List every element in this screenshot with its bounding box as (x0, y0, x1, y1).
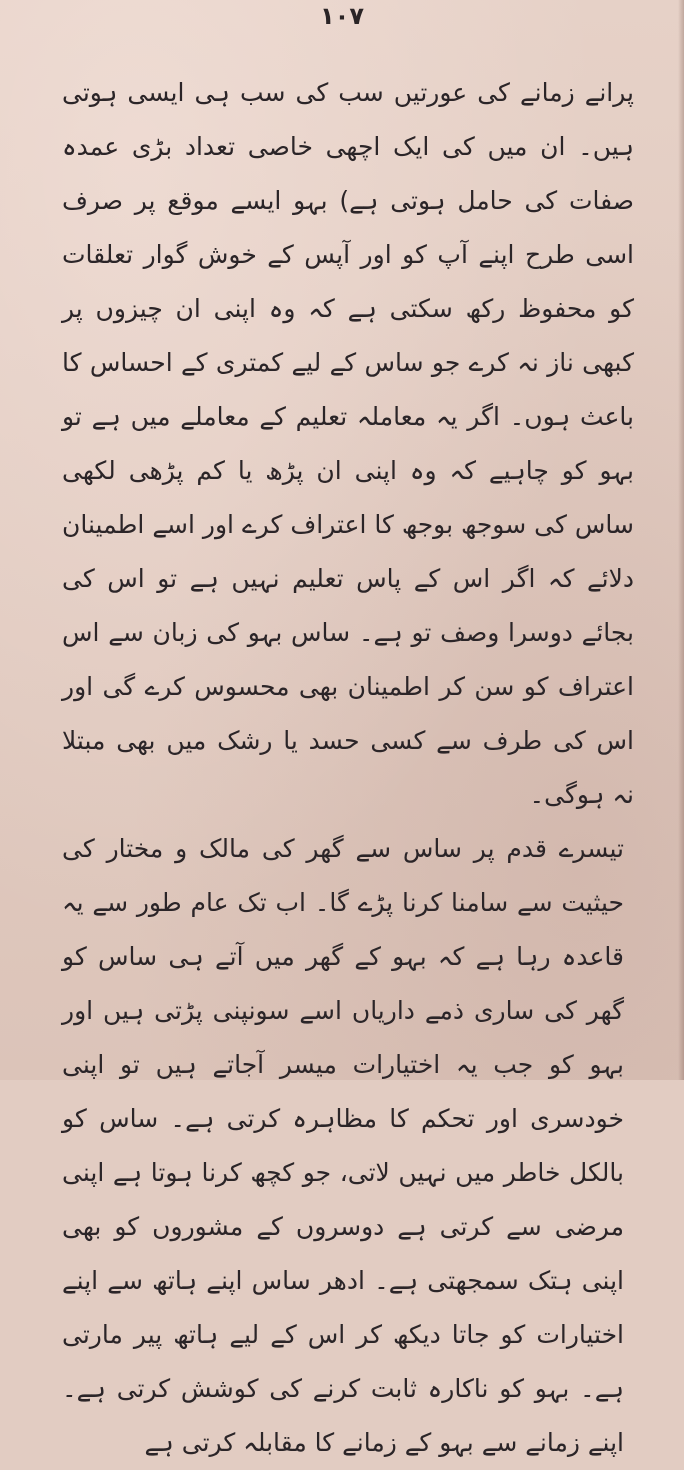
body-text (62, 66, 634, 1470)
paragraph-1: پرانے زمانے کی عورتیں سب کی سب ہی ایسی ہوتی ہیں۔ ان میں کی ایک اچھی خاصی تعداد بڑی عمدہ صفات کی حامل ہوتی ہے) بہو ایسے موقع پر صرف اسی طرح اپنے آپ کو اور آپس کے خوش گوار تعلقات کو محفوظ رکھ سکتی ہے کہ وہ اپنی ان چیزوں پر کبھی ناز نہ کرے جو ساس کے لیے کمتری کے احساس کا باعث ہوں۔ اگر یہ معاملہ تعلیم کے معاملے میں ہے تو بہو کو چاہیے کہ وہ اپنی ان پڑھ یا کم پڑھی لکھی ساس کی سوجھ بوجھ کا اعتراف کرے اور اسے اطمینان دلائے کہ اگر اس کے پاس تعلیم نہیں ہے تو اس کی بجائے دوسرا وصف تو ہے۔ ساس بہو کی زبان سے اس اعتراف کو سن کر اطمینان بھی محسوس کرے گی اور اس کی طرف سے کسی حسد یا رشک میں بھی مبتلا نہ ہوگی۔ (62, 78, 634, 809)
page-edge-shadow (678, 0, 684, 1080)
page-number: ۱۰۷ (320, 2, 364, 30)
paragraph-2: تیسرے قدم پر ساس سے گھر کی مالک و مختار کی حیثیت سے سامنا کرنا پڑے گا۔ اب تک عام طور سے یہ قاعدہ رہا ہے کہ بہو کے گھر میں آتے ہی ساس کو گھر کی ساری ذمے داریاں اسے سونپنی پڑتی ہیں اور بہو کو جب یہ اختیارات میسر آجاتے ہیں تو اپنی خودسری اور تحکم کا مظاہرہ کرتی ہے۔ ساس کو بالکل خاطر میں نہیں لاتی، جو کچھ کرنا ہوتا ہے اپنی مرضی سے کرتی ہے دوسروں کے مشوروں کو بھی اپنی ہتک سمجھتی ہے۔ ادھر ساس اپنے ہاتھ سے اپنے اختیارات کو جاتا دیکھ کر اس کے لیے ہاتھ پیر مارتی ہے۔ بہو کو ناکارہ ثابت کرنے کی کوشش کرتی ہے۔ اپنے زمانے سے بہو کے زمانے کا مقابلہ کرتی ہے (62, 834, 624, 1457)
